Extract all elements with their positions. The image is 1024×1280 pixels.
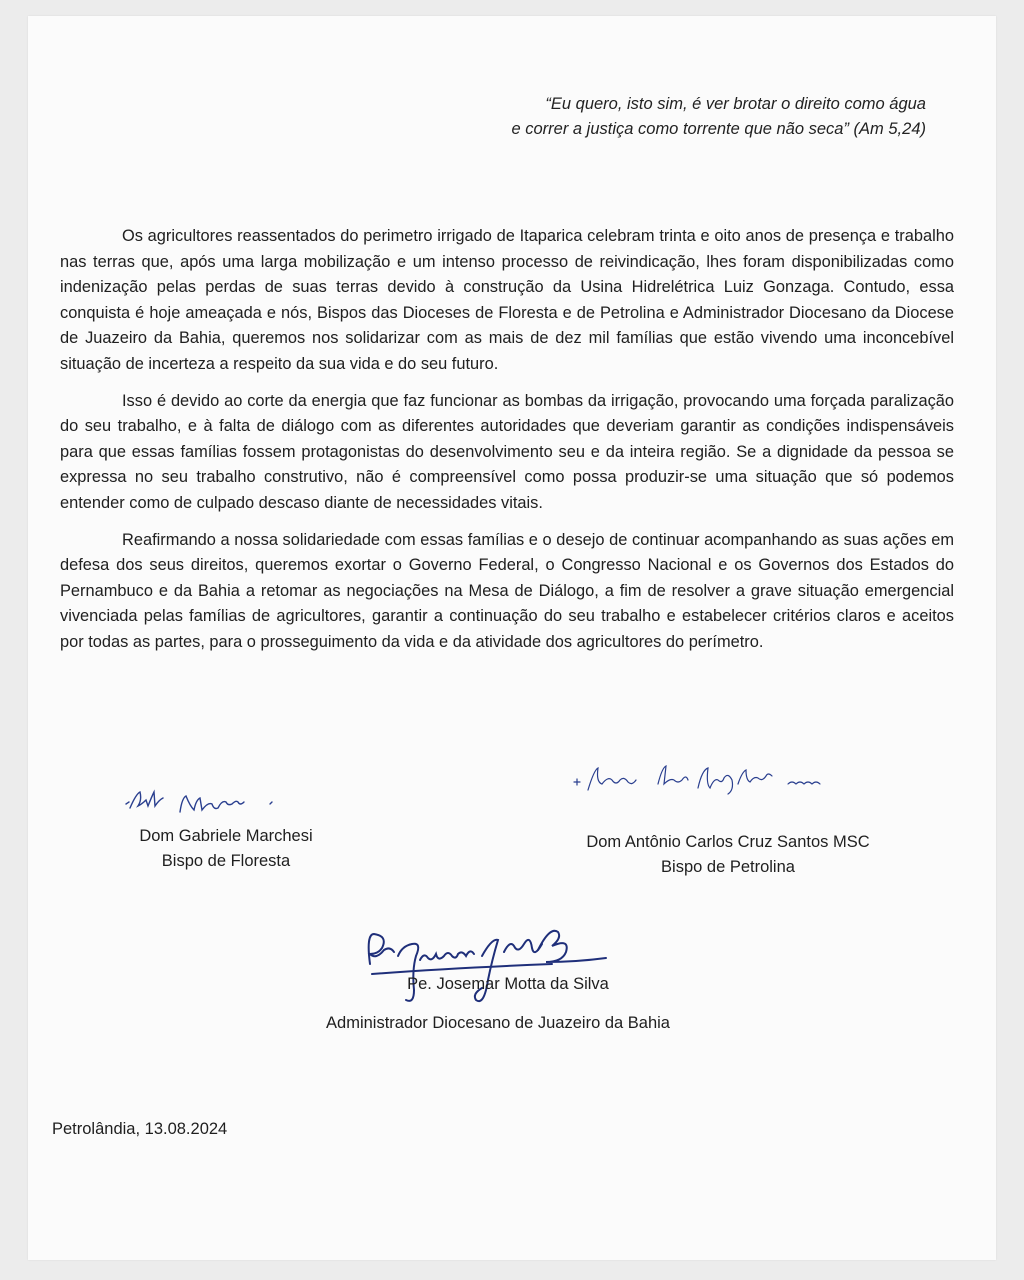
letter-body bbox=[60, 224, 954, 667]
signatory-silva bbox=[278, 972, 718, 1036]
epigraph-line-2: e correr a justiça como torrente que não seca” (Am 5,24) bbox=[511, 120, 926, 138]
signature-santos-icon bbox=[568, 760, 838, 800]
signatory-name: Dom Gabriele Marchesi bbox=[139, 827, 313, 845]
paragraph-2: Isso é devido ao corte da energia que faz funcionar as bombas da irrigação, provocando uma forçada paralização do seu trabalho, e à falta de diálogo com as diferentes autoridades que deveriam garantir as condições indispensáveis para que essas famílias fossem protagonistas do desenvolvimento seu e da inteira região. Se a dignidade da pessoa se expressa no seu trabalho construtivo, não é compreensível como possa produzir-se uma situação que só podemos entender como de culpado descaso diante de necessidades vitais. bbox=[60, 391, 954, 512]
paragraph-3: Reafirmando a nossa solidariedade com essas famílias e o desejo de continuar acompanhando as suas ações em defesa dos seus direitos, queremos exortar o Governo Federal, o Congresso Nacional e os Governos dos Estados do Pernambuco e da Bahia a retomar as negociações na Mesa de Diálogo, a fim de resolver a grave situação emergencial vivenciada pelas famílias de agricultores, garantir a continuação do seu trabalho e estabelecer critérios claros e aceitos por todas as partes, para o prosseguimento da vida e da atividade dos agricultores do perímetro. bbox=[60, 530, 954, 651]
signatory-marchesi bbox=[106, 824, 346, 874]
paragraph-1: Os agricultores reassentados do perimetro irrigado de Itaparica celebram trinta e oito anos de presença e trabalho nas terras que, após uma larga mobilização e um intenso processo de reivindicação, lhes foram disponibilizadas como indenização pelas perdas de suas terras devido à construção da Usina Hidrelétrica Luiz Gonzaga. Contudo, essa conquista é hoje ameaçada e nós, Bispos das Dioceses de Floresta e de Petrolina e Administrador Diocesano da Diocese de Juazeiro da Bahia, queremos nos solidarizar com as mais de dez mil famílias que estão vivendo uma inconcebível situação de incerteza a respeito da sua vida e do seu futuro. bbox=[60, 227, 954, 373]
signatory-role: Administrador Diocesano de Juazeiro da Bahia bbox=[326, 1014, 670, 1032]
signatory-role: Bispo de Floresta bbox=[161, 852, 291, 870]
epigraph-line-1: “Eu quero, isto sim, é ver brotar o direito como água bbox=[545, 95, 926, 113]
signatory-role: Bispo de Petrolina bbox=[661, 858, 795, 876]
signatory-santos bbox=[548, 830, 908, 880]
signatory-name: Pe. Josemar Motta da Silva bbox=[407, 975, 609, 993]
letter-page bbox=[28, 16, 996, 1260]
place-date: Petrolândia, 13.08.2024 bbox=[52, 1120, 228, 1138]
signatory-name: Dom Antônio Carlos Cruz Santos MSC bbox=[586, 833, 870, 851]
epigraph-quote bbox=[511, 92, 926, 142]
signature-marchesi-icon bbox=[120, 786, 290, 822]
